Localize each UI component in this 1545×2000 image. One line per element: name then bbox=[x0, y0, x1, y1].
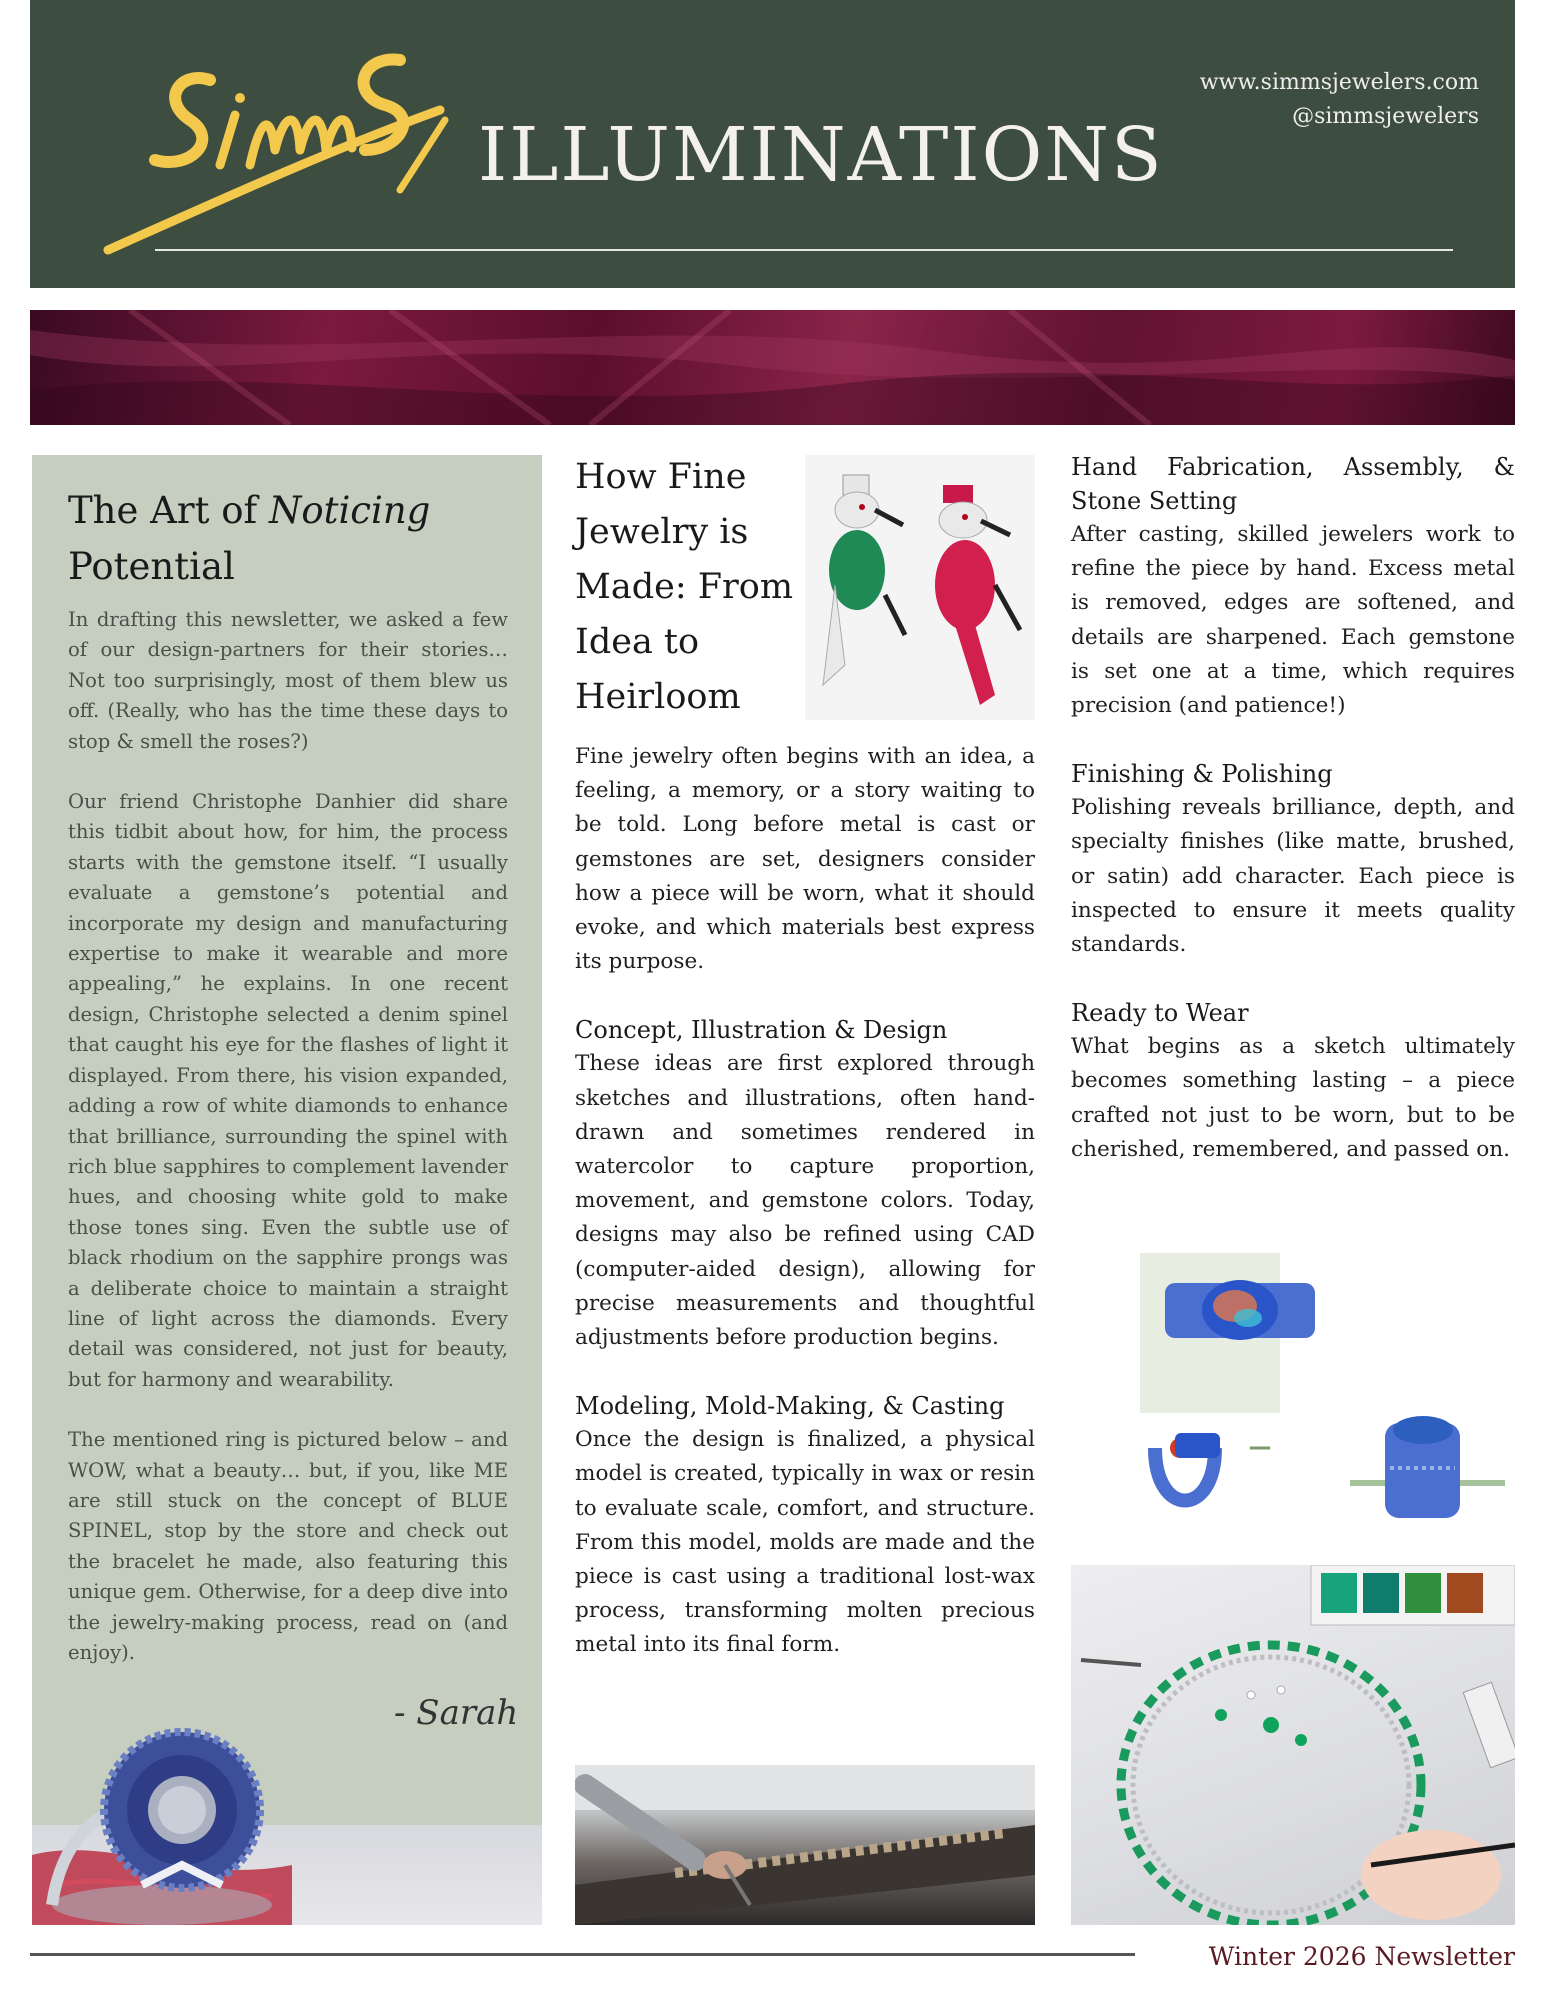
process-section bbox=[1071, 757, 1515, 962]
masthead-header bbox=[30, 0, 1515, 288]
process-section bbox=[1071, 996, 1515, 1167]
edition-label: Winter 2026 Newsletter bbox=[1208, 1942, 1515, 1971]
spinel-ring-photo bbox=[32, 1715, 292, 1927]
section-heading: Finishing & Polishing bbox=[1071, 760, 1333, 789]
sidebar-paragraph: In drafting this newsletter, we asked a few of our design-partners for their stories… Not too surprisingly, most of them blew us off. (Really, who has the time these days to stop & smell the roses?) bbox=[68, 608, 508, 753]
footer-divider bbox=[30, 1953, 1135, 1956]
opal-ring-sketch bbox=[1120, 1248, 1505, 1540]
sidebar-body bbox=[68, 605, 508, 1698]
social-handle[interactable]: @simmsjewelers bbox=[1292, 104, 1479, 129]
feature-body bbox=[575, 740, 1035, 1697]
newsletter-title: ILLUMINATIONS bbox=[478, 112, 1164, 198]
section-body: Once the design is finalized, a physical model is created, typically in wax or resin to evaluate scale, comfort, and structure. From this model, molds are made and the piece is cast using a traditional lost-wax process, transforming molten precious metal into its final form. bbox=[575, 1427, 1035, 1658]
feature-intro: Fine jewelry often begins with an idea, a feeling, a memory, or a story waiting to be told. Long before metal is cast or gemstones are set, designers consider how a piece will be worn, what it should evoke, and which materials best express its purpose. bbox=[575, 744, 1035, 975]
section-heading: Hand Fabrication, Assembly, & Stone Setting bbox=[1071, 453, 1515, 515]
feature-title: How Fine Jewelry is Made: From Idea to Heirloom bbox=[575, 457, 794, 717]
process-section bbox=[1071, 450, 1515, 723]
section-heading: Ready to Wear bbox=[1071, 999, 1249, 1028]
simms-logo bbox=[100, 40, 500, 270]
contact-block bbox=[1200, 66, 1479, 134]
title-emphasis: Noticing bbox=[268, 489, 431, 532]
sidebar-panel bbox=[32, 455, 542, 1825]
sidebar-paragraph: Our friend Christophe Danhier did share this tidbit about how, for him, the process starts with the gemstone itself. “I usually evaluate a gemstone’s potential and incorporate my design and manufacturing expertise to make it wearable and more appealing,” he explains. In one recent design, Christophe selected a denim spinel that caught his eye for the flashes of light it displayed. From there, his vision expanded, adding a row of white diamonds to enhance that brilliance, surrounding the spinel with rich blue sapphires to complement lavender hues, and choosing white gold to make those tones sing. Even the subtle use of black rhodium on the sapphire prongs was a deliberate choice to maintain a straight line of light across the diamonds. Every detail was considered, not just for beauty, but for harmony and wearability. bbox=[68, 790, 508, 1391]
bird-brooch-photo bbox=[805, 455, 1035, 720]
process-column bbox=[1071, 450, 1515, 1201]
emerald-necklace-painting bbox=[1071, 1565, 1515, 1925]
website-link[interactable]: www.simmsjewelers.com bbox=[1199, 70, 1479, 95]
logo-text: Simms bbox=[100, 40, 104, 41]
section-heading: Concept, Illustration & Design bbox=[575, 1016, 948, 1045]
feature-section bbox=[575, 1013, 1035, 1355]
sidebar-title bbox=[68, 483, 508, 595]
title-prefix: The Art of bbox=[68, 489, 269, 532]
section-body: Polishing reveals brilliance, depth, and specialty finishes (like matte, brushed, or satin) add character. Each piece is inspected to ensure it meets quality standards. bbox=[1071, 795, 1515, 958]
feature-section bbox=[575, 1389, 1035, 1662]
section-body: These ideas are first explored through sketches and illustrations, often hand-drawn and sometimes rendered in watercolor to capture proportion, movement, and gemstone colors. Today, designs may also be refined using CAD (computer-aided design), allowing for precise measurements and thoughtful adjustments before production begins. bbox=[575, 1051, 1035, 1351]
stone-setting-photo bbox=[575, 1765, 1035, 1925]
section-heading: Modeling, Mold-Making, & Casting bbox=[575, 1392, 1005, 1421]
header-divider bbox=[155, 249, 1453, 251]
sidebar-paragraph: The mentioned ring is pictured below – and WOW, what a beauty… but, if you, like ME are still stuck on the concept of BLUE SPINEL, stop by the store and check out the bracelet he made, also featuring this unique gem. Otherwise, for a deep dive into the jewelry-making process, read on (and enjoy). bbox=[68, 1428, 508, 1664]
section-body: After casting, skilled jewelers work to refine the piece by hand. Excess metal is removed, edges are softened, and details are sharpened. Each gemstone is set one at a time, which requires precision (and patience!) bbox=[1071, 522, 1515, 719]
fabric-banner-image bbox=[30, 310, 1515, 425]
signature: - Sarah bbox=[394, 1693, 519, 1733]
title-suffix: Potential bbox=[68, 545, 235, 588]
section-body: What begins as a sketch ultimately becomes something lasting – a piece crafted not just to be worn, but to be cherished, remembered, and passed on. bbox=[1071, 1034, 1515, 1162]
